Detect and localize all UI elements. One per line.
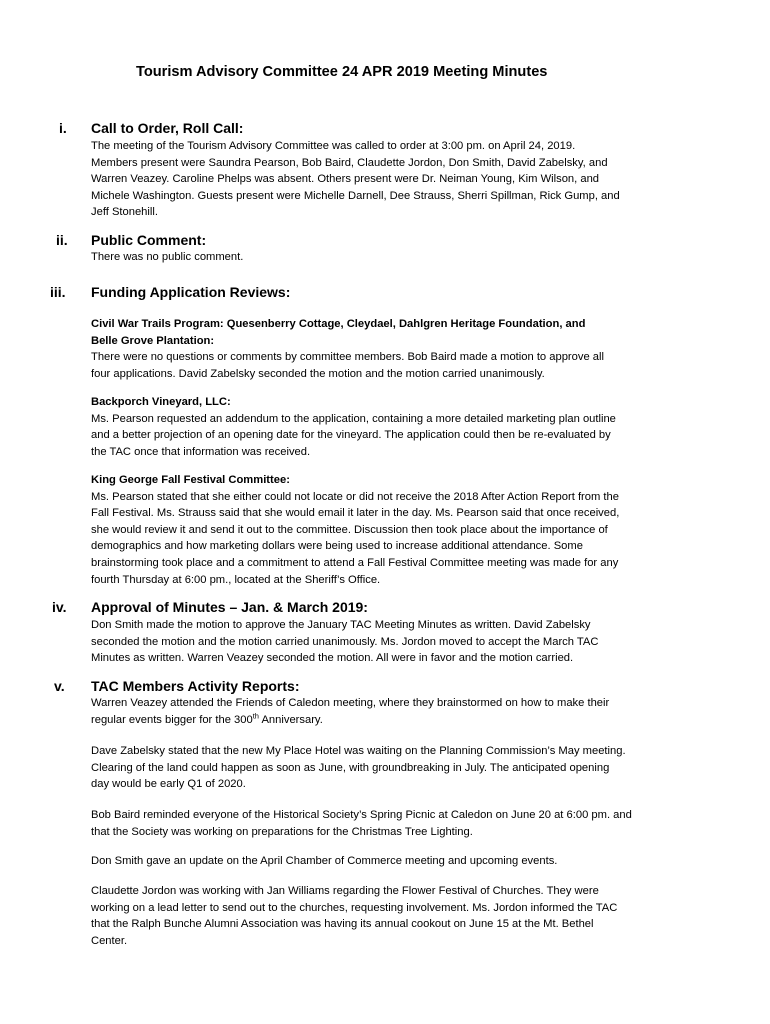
text-line	[91, 712, 703, 729]
text-line: the TAC once that information was received.	[91, 445, 311, 458]
text-line: Members present were Saundra Pearson, Bob Baird, Claudette Jordon, Don Smith, David Zabelsky, and	[91, 156, 608, 169]
text-line: Ms. Pearson requested an addendum to the application, containing a more detailed marketing plan outline	[91, 412, 616, 425]
subsection-heading: Belle Grove Plantation:	[91, 334, 215, 347]
text-line: Jeff Stonehill.	[91, 206, 158, 219]
text-line: working on a lead letter to send out to the churches, requesting involvement. Ms. Jordon informed the TAC	[91, 901, 618, 914]
document-title: Tourism Advisory Committee 24 APR 2019 Meeting Minutes	[136, 64, 548, 80]
text-line: Warren Veazey attended the Friends of Caledon meeting, where they brainstormed on how to make their	[91, 697, 610, 709]
text-line: she would review it and send it out to the committee. Discussion then took place about the importance of	[91, 523, 608, 536]
section-heading: Call to Order, Roll Call:	[91, 120, 244, 136]
text-line: that the Society was working on preparations for the Christmas Tree Lighting.	[91, 825, 473, 838]
section-body	[91, 138, 703, 221]
section-body	[91, 617, 703, 667]
text-line: Center.	[91, 934, 128, 947]
text-line: Bob Baird reminded everyone of the Historical Society’s Spring Picnic at Caledon on June 20 at 6:00 pm. and	[91, 809, 632, 821]
report-veazey	[91, 695, 703, 728]
text-line: that the Ralph Bunche Alumni Association was having its annual cookout on June 15 at the Mt. Bethel	[91, 918, 594, 931]
superscript: th	[252, 710, 259, 720]
text-line: Michele Washington. Guests present were Michelle Darnell, Dee Strauss, Sherri Spillman, Rick Gump, and	[91, 189, 620, 202]
text-line: Dave Zabelsky stated that the new My Place Hotel was waiting on the Planning Commission’s May meeting.	[91, 745, 626, 757]
text-line: Don Smith made the motion to approve the January TAC Meeting Minutes as written. David Zabelsky	[91, 619, 591, 631]
section-number: i.	[59, 120, 67, 136]
text-fragment: Anniversary.	[258, 713, 323, 726]
text-line: brainstorming took place and a commitment to attend a Fall Festival Committee meeting was made for any	[91, 556, 619, 569]
report-smith	[91, 853, 703, 870]
backporch-vineyard-block	[91, 394, 703, 460]
report-jordon	[91, 883, 703, 949]
text-line: and a better projection of an opening date for the vineyard. The application could then be re-evaluated by	[91, 429, 611, 442]
text-line: There was no public comment.	[91, 251, 244, 263]
subsection-heading: Civil War Trails Program: Quesenberry Cottage, Cleydael, Dahlgren Heritage Foundation, and	[91, 318, 586, 330]
text-line: fourth Thursday at 6:00 pm., located at the Sheriff’s Office.	[91, 573, 381, 586]
section-heading: Funding Application Reviews:	[91, 284, 291, 300]
civil-war-trails-block	[91, 316, 703, 382]
text-line: day would be early Q1 of 2020.	[91, 778, 246, 791]
text-line: seconded the motion and the motion carried unanimously. Ms. Jordon moved to accept the March TAC	[91, 635, 599, 648]
section-body	[91, 249, 703, 266]
report-baird	[91, 807, 703, 840]
text-line: Don Smith gave an update on the April Chamber of Commerce meeting and upcoming events.	[91, 855, 558, 867]
section-number: ii.	[56, 232, 68, 248]
text-line: There were no questions or comments by committee members. Bob Baird made a motion to approve all	[91, 351, 604, 364]
fall-festival-block	[91, 472, 703, 588]
subsection-heading: Backporch Vineyard, LLC:	[91, 396, 231, 408]
text-line: Minutes as written. Warren Veazey seconded the motion. All were in favor and the motion carried.	[91, 652, 574, 665]
text-line: Claudette Jordon was working with Jan Williams regarding the Flower Festival of Churches. They were	[91, 885, 599, 897]
section-heading: Approval of Minutes – Jan. & March 2019:	[91, 599, 368, 615]
section-heading: TAC Members Activity Reports:	[91, 678, 300, 694]
text-line: Clearing of the land could happen as soon as June, with groundbreaking in July. The anticipated opening	[91, 761, 610, 774]
report-zabelsky	[91, 743, 703, 793]
section-number: iv.	[52, 599, 67, 615]
text-line: Ms. Pearson stated that she either could not locate or did not receive the 2018 After Action Report from the	[91, 490, 619, 503]
text-line: Warren Veazey. Caroline Phelps was absent. Others present were Dr. Neiman Young, Kim Wilson, and	[91, 173, 600, 186]
section-number: iii.	[50, 284, 66, 300]
text-line: demographics and how marketing dollars were being used to increase additional attendance. Some	[91, 540, 583, 553]
text-line: four applications. David Zabelsky seconded the motion and the motion carried unanimously.	[91, 367, 545, 380]
text-line: The meeting of the Tourism Advisory Committee was called to order at 3:00 pm. on April 24, 2019.	[91, 140, 576, 152]
text-line: Fall Festival. Ms. Strauss said that she would email it later in the day. Ms. Pearson said that once received,	[91, 507, 620, 520]
section-heading: Public Comment:	[91, 232, 207, 248]
section-number: v.	[54, 678, 65, 694]
text-fragment: regular events bigger for the 300	[91, 713, 253, 726]
subsection-heading: King George Fall Festival Committee:	[91, 474, 290, 486]
